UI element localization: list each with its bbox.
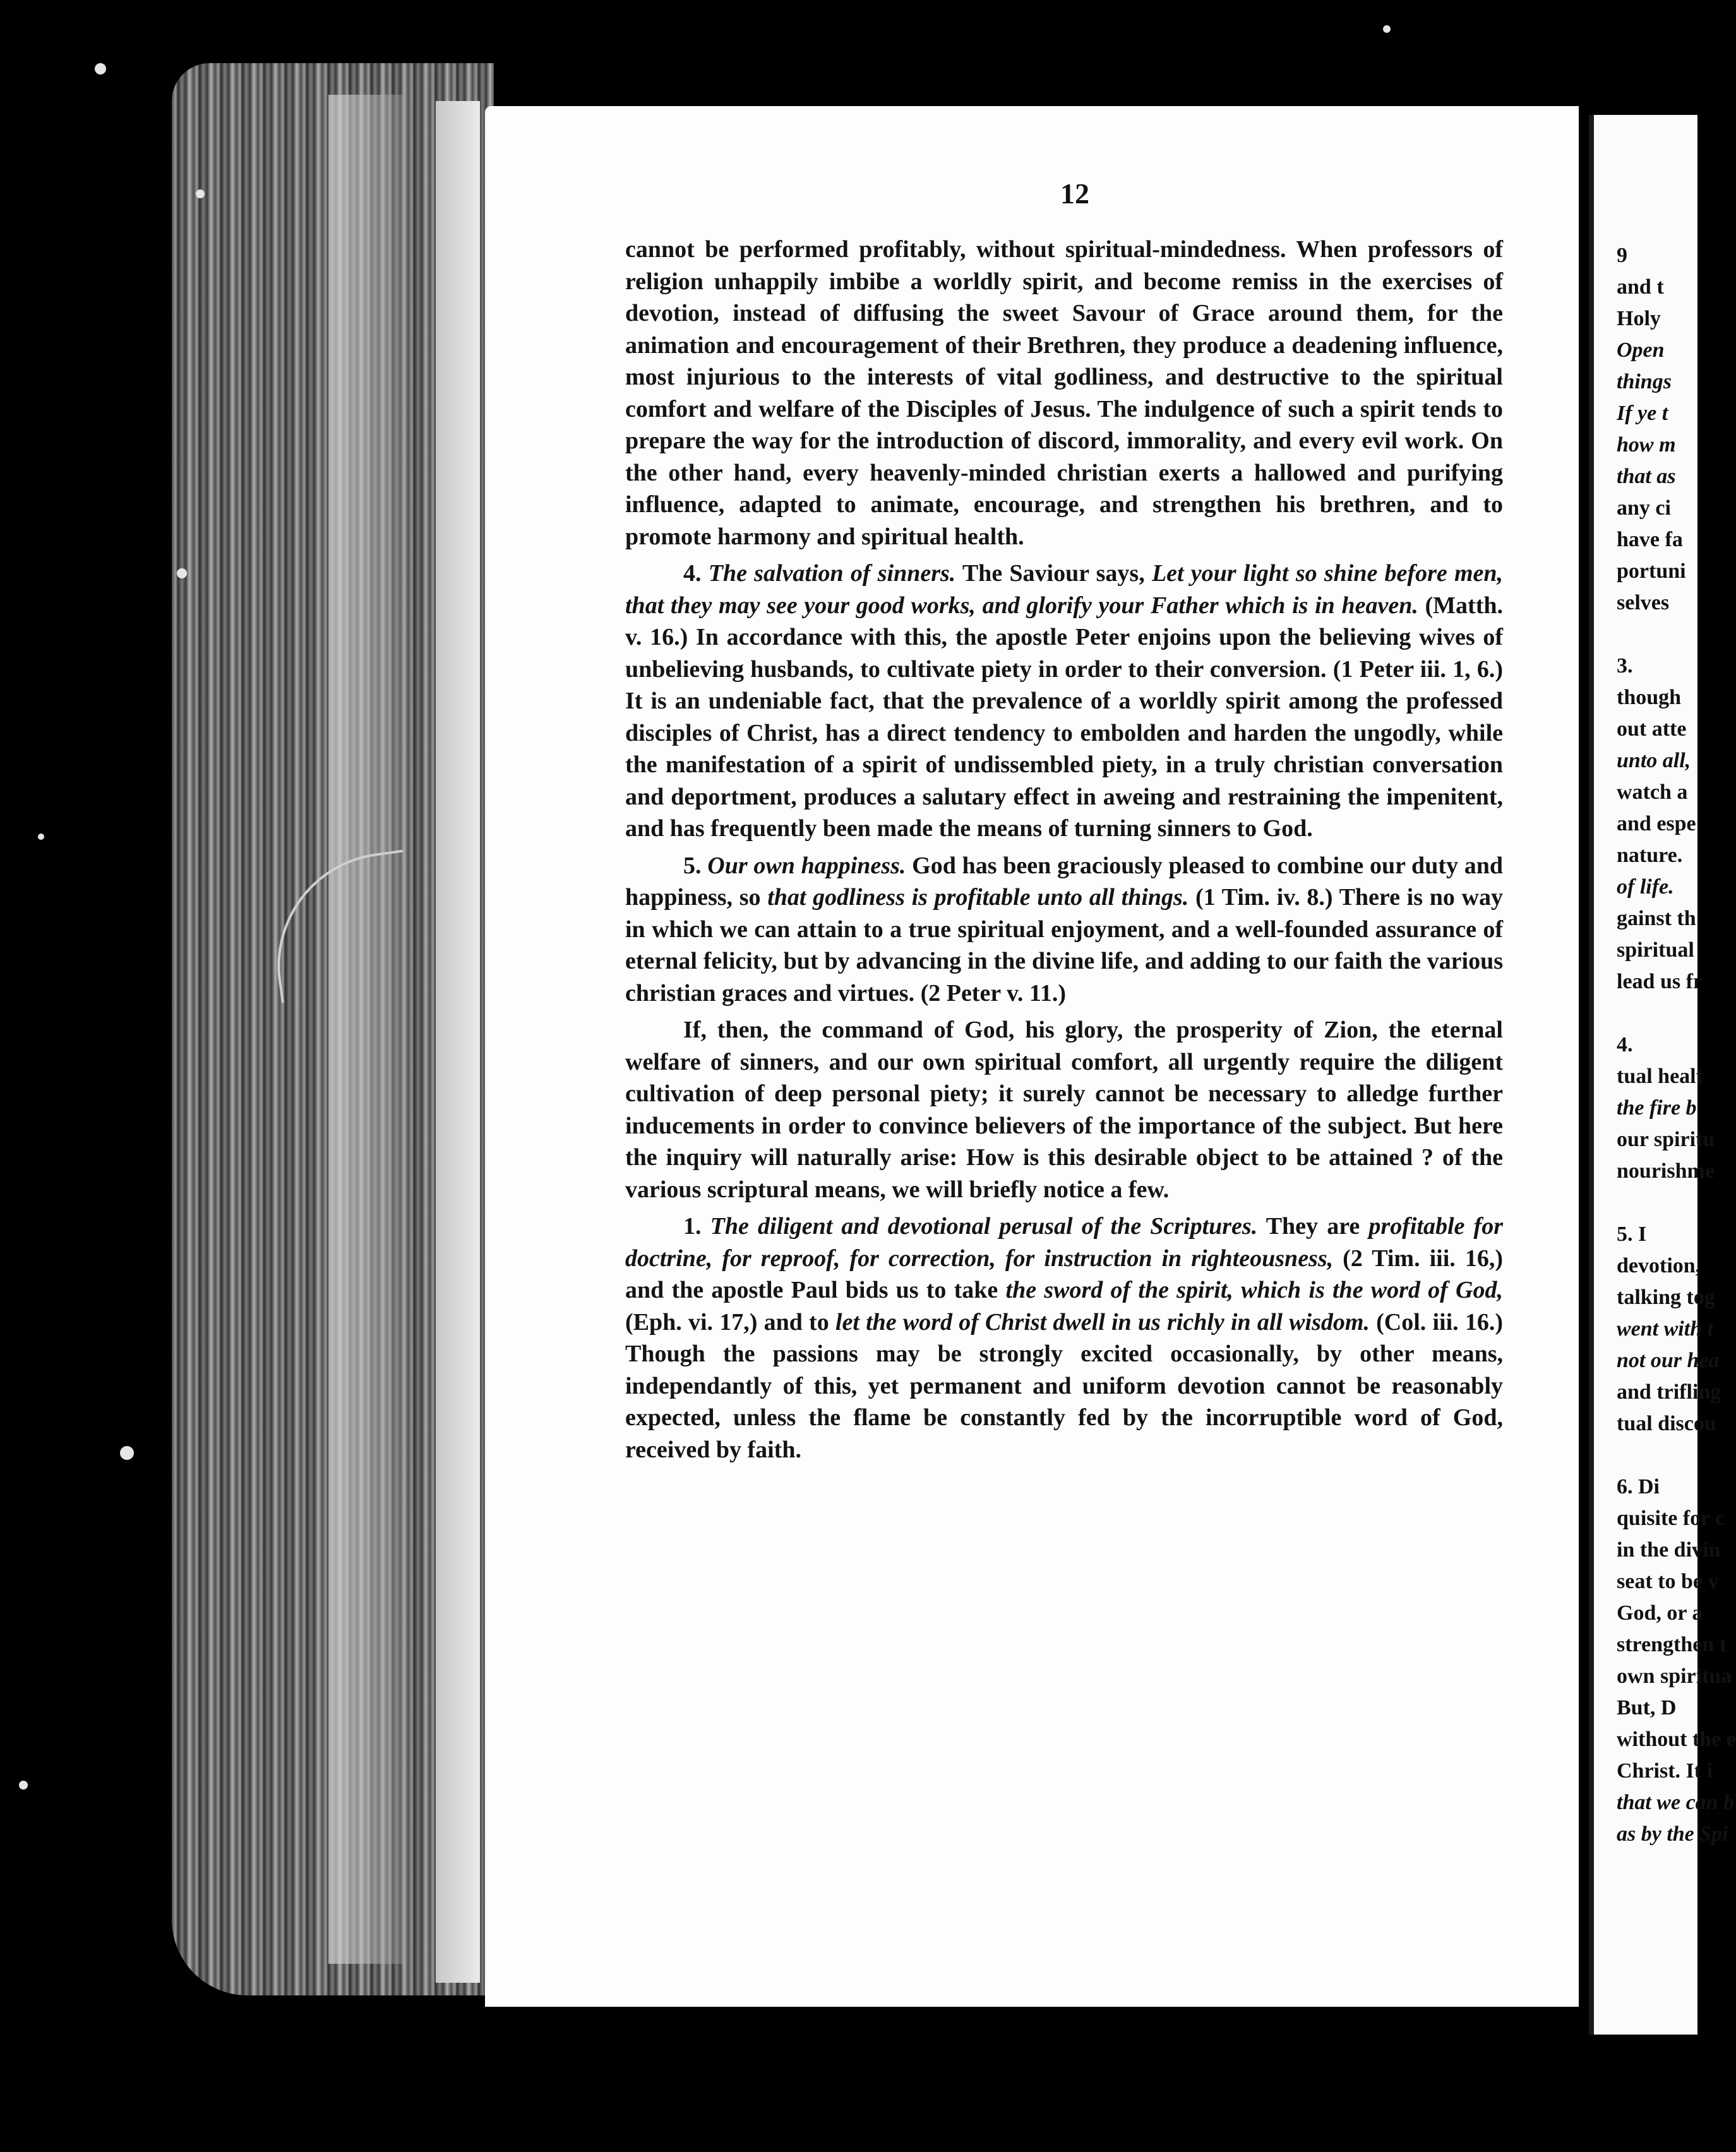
fragment-line: that we can b — [1617, 1791, 1735, 1814]
text-run: (Eph. vi. 17,) and to — [625, 1308, 835, 1336]
fragment-line — [1617, 998, 1705, 1029]
fragment-line — [1617, 1187, 1705, 1219]
fragment-line: things — [1617, 370, 1672, 393]
fragment-line: watch a — [1617, 780, 1688, 804]
italic-text: Our own happiness. — [707, 852, 906, 879]
italic-text: let the word of Christ dwell in us richly in all wisdom. — [835, 1308, 1370, 1336]
fragment-line: But, D — [1617, 1696, 1677, 1719]
fragment-line: any ci — [1617, 496, 1671, 520]
fragment-line: spiritual — [1617, 938, 1694, 962]
numbered-paragraph — [625, 850, 1503, 1010]
fragment-line: God, or a — [1617, 1601, 1703, 1625]
fragment-line: and trifling — [1617, 1380, 1721, 1404]
fragment-line: devotion, — [1617, 1254, 1701, 1277]
page-body-text — [625, 234, 1503, 1466]
fragment-line: seat to be v — [1617, 1570, 1719, 1593]
fragment-line: without the e — [1617, 1728, 1736, 1751]
italic-text: The diligent and devotional perusal of the Scriptures. — [710, 1213, 1258, 1240]
fragment-line: lead us fr — [1617, 970, 1703, 993]
text-run: (2 Tim. iii. 16,) and the apostle Paul bids us to take — [625, 1245, 1503, 1303]
dust-speck — [177, 568, 187, 578]
text-run: 4. — [683, 560, 709, 587]
numbered-paragraph — [625, 1210, 1503, 1466]
dust-speck — [1383, 25, 1391, 33]
fragment-line: own spiritua — [1617, 1665, 1732, 1688]
page-number: 12 — [1060, 177, 1089, 210]
right-page-text-fragment — [1617, 240, 1736, 1850]
fragment-line: strengthen t — [1617, 1633, 1727, 1656]
text-run: cannot be performed profitably, without spiritual-mindedness. When professors of religion unhappily imbibe a worldly spirit, and become remiss in the exercises of devotion, instead of diffusing the sweet Savour of Grace around them, for the animation and encouragement of their Brethren, they produce a deadening influence, most injurious to the interests of vital godliness, and destructive to the spiritual comfort and welfare of the Disciples of Jesus. The indulgence of such a spirit tends to prepare the way for the introduction of discord, immorality, and every evil work. On the other hand, every heavenly-minded christian exerts a hallowed and purifying influence, adapted to animate, encourage, and strengthen his brethren, and to promote harmony and spiritual health. — [625, 236, 1503, 550]
dust-speck — [38, 834, 44, 840]
fragment-line: talking tog — [1617, 1286, 1715, 1309]
fragment-line: though — [1617, 686, 1682, 709]
fragment-line: 3. — [1617, 654, 1633, 678]
fragment-line: Open — [1617, 338, 1665, 362]
fragment-line: how m — [1617, 433, 1676, 457]
dust-speck — [120, 1446, 134, 1460]
fragment-line: quisite for c — [1617, 1507, 1725, 1530]
italic-text: Let your light so shine before men, that they may see your good works, and glorify your Father which is in heaven. — [625, 560, 1504, 619]
paragraph — [625, 234, 1503, 553]
fragment-line: tual discou — [1617, 1412, 1716, 1435]
page-edge-highlight — [436, 101, 480, 1983]
fragment-line: have fa — [1617, 528, 1683, 551]
fragment-line: out atte — [1617, 717, 1687, 741]
text-run: If, then, the command of God, his glory, the prosperity of Zion, the eternal welfare of sinners, and our own spiritual comfort, all urgently require the diligent cultivation of deep personal piety; it surely cannot be necessary to alledge further inducements in order to convince believers of the importance of the subject. But here the inquiry will naturally arise: How is this desirable object to be attained ? of the various scriptural means, we will briefly notice a few. — [625, 1017, 1503, 1203]
fragment-line: If ye t — [1617, 402, 1668, 425]
fragment-line: portuni — [1617, 559, 1686, 583]
fragment-line: went with t — [1617, 1317, 1714, 1341]
text-run: They are — [1257, 1213, 1369, 1240]
fragment-line: tual healt — [1617, 1065, 1703, 1088]
italic-text: The salvation of sinners. — [708, 560, 956, 587]
fragment-line: our spiritu — [1617, 1128, 1715, 1151]
fragment-line — [1617, 619, 1705, 650]
fragment-line: that as — [1617, 465, 1676, 488]
fragment-line: Holy — [1617, 307, 1661, 330]
fragment-line: and t — [1617, 275, 1664, 299]
fragment-line: 4. — [1617, 1033, 1633, 1056]
text-run: (Col. iii. 16.) Though the passions may be strongly excited occasionally, by other means, independantly of this, yet permanent and uniform devotion cannot be reasonably expected, unless the flame be constantly fed by the incorruptible word of God, received by faith. — [625, 1308, 1504, 1463]
fragment-line: unto all, — [1617, 749, 1691, 772]
fragment-line: gainst th — [1617, 907, 1696, 930]
dust-speck — [19, 1781, 28, 1790]
fragment-line: 6. Di — [1617, 1475, 1660, 1498]
italic-text: the sword of the spirit, which is the word of God, — [1005, 1277, 1503, 1303]
fragment-line: in the divin — [1617, 1538, 1721, 1562]
fragment-line: of life. — [1617, 875, 1674, 899]
italic-text: profitable for doctrine, for reproof, for correction, for instruction in righteousness, — [625, 1213, 1503, 1272]
text-run: 5. — [683, 852, 708, 879]
fragment-line: nature. — [1617, 844, 1683, 867]
fragment-line: 5. I — [1617, 1222, 1647, 1246]
dust-speck — [95, 63, 106, 75]
text-run: 1. — [683, 1213, 710, 1240]
text-run: (1 Tim. iv. 8.) There is no way in which we can attain to a true spiritual enjoyment, and a well-founded assurance of eternal felicity, but by advancing in the divine life, and adding to our faith the various christian graces and virtues. (2 Peter v. 11.) — [625, 884, 1503, 1007]
fragment-line: nourishme — [1617, 1159, 1715, 1183]
text-run: The Saviour says, — [955, 560, 1152, 587]
fragment-line — [1617, 1440, 1705, 1471]
dust-speck — [196, 189, 205, 198]
italic-text: that godliness is profitable unto all things. — [767, 884, 1189, 911]
fragment-line: Christ. It i — [1617, 1759, 1713, 1783]
text-run: (Matth. v. 16.) In accordance with this, the apostle Peter enjoins upon the believing wives of unbelieving husbands, to cultivate piety in order to their conversion. (1 Peter iii. 1, 6.) It is an undeniable fact, that the prevalence of a worldly spirit among the professed disciples of Christ, has a direct tendency to embolden and harden the ungodly, while the manifestation of a spirit of undissembled piety, in a truly christian conversation and deportment, produces a salutary effect in aweing and restraining the impenitent, and has frequently been made the means of turning sinners to God. — [625, 592, 1503, 842]
fragment-line: the fire b — [1617, 1096, 1697, 1120]
fragment-line: not our hea — [1617, 1349, 1720, 1372]
fragment-line: and espe — [1617, 812, 1696, 835]
text-run: God has been graciously pleased to combine our duty and happiness, so — [625, 852, 1504, 911]
page-edge-shading — [328, 95, 404, 1964]
numbered-paragraph — [625, 558, 1503, 845]
fragment-line: selves — [1617, 591, 1670, 614]
fragment-line: 9 — [1617, 244, 1627, 267]
paragraph — [625, 1014, 1503, 1205]
fragment-line: as by the Spi — [1617, 1822, 1728, 1846]
